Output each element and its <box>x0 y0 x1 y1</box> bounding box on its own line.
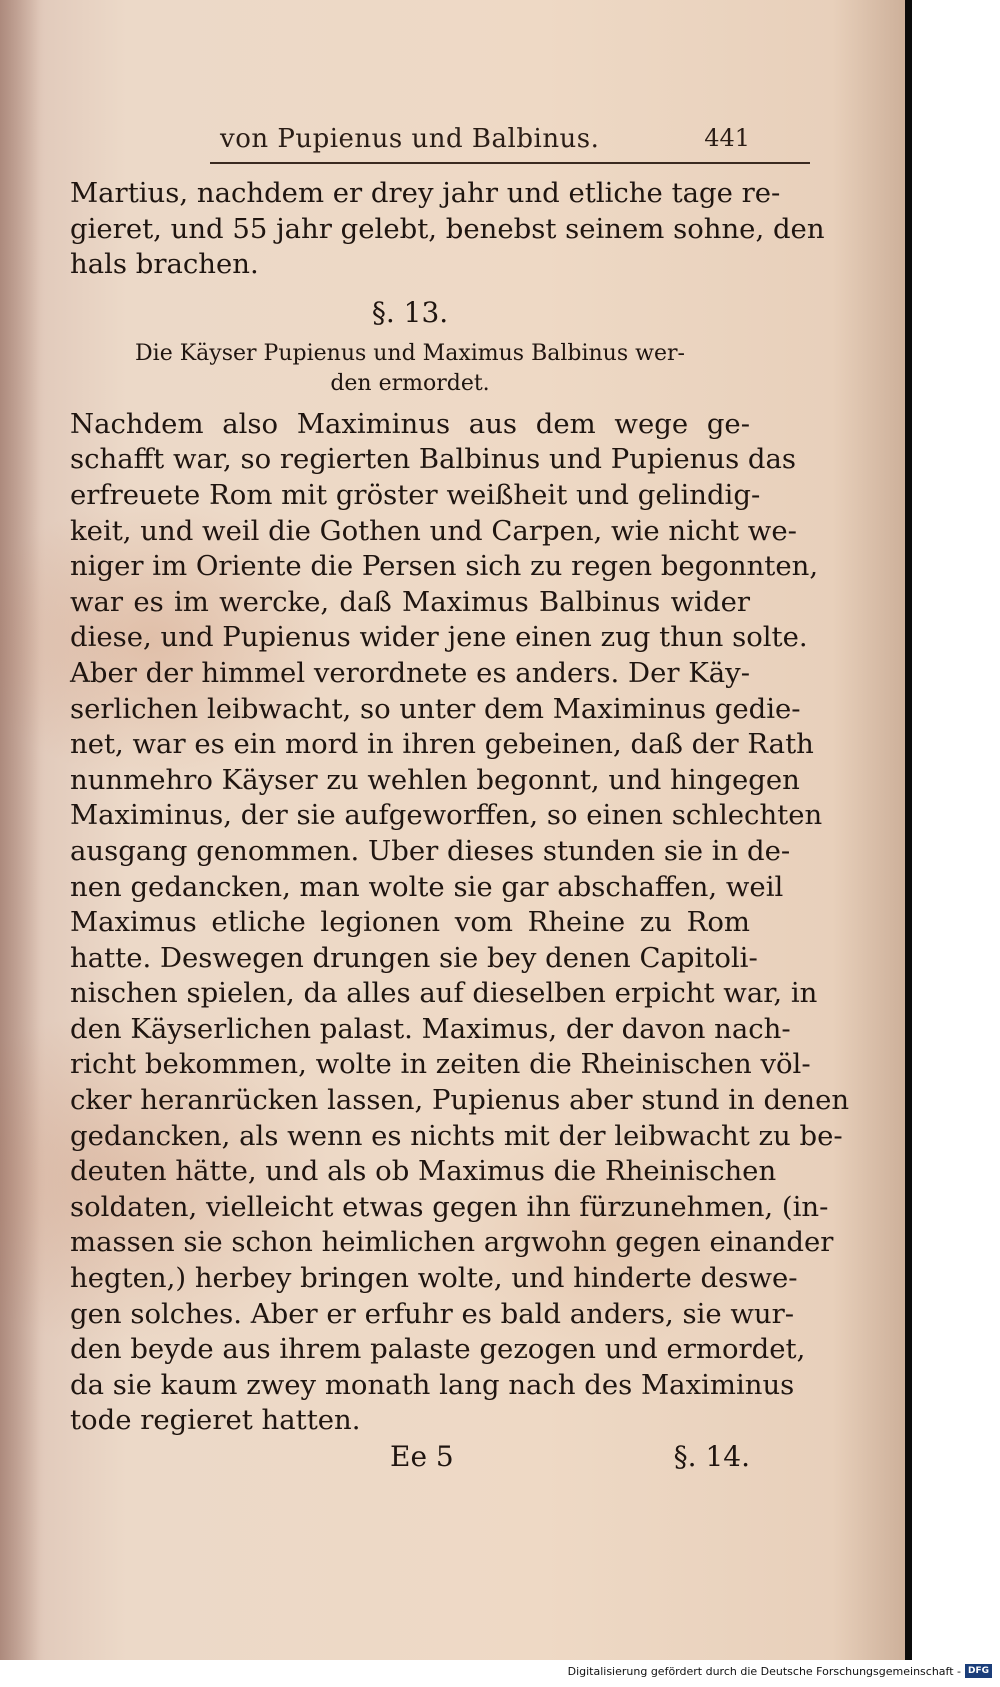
running-head: von Pupienus und Balbinus. <box>220 124 600 154</box>
text-line: net, war es ein mord in ihren gebeinen, daß der Rath <box>70 728 814 761</box>
text-line: deuten hätte, und als ob Maximus die Rheinischen <box>70 1155 777 1188</box>
text-line: war es im wercke, daß Maximus Balbinus wider <box>70 585 750 618</box>
text-line: tode regieret hatten. <box>70 1404 361 1437</box>
catchword: §. 14. <box>673 1440 750 1473</box>
text-line: schafft war, so regierten Balbinus und Pupienus das <box>70 443 797 476</box>
text-line: Nachdem also Maximinus aus dem wege ge- <box>70 407 750 440</box>
signature-mark: Ee 5 <box>390 1440 454 1473</box>
text-line: gedancken, als wenn es nichts mit der leibwacht zu be- <box>70 1119 843 1152</box>
text-line: Aber der himmel verordnete es anders. Der Käy- <box>70 656 751 689</box>
page-footer <box>70 1440 750 1484</box>
text-line: cker heranrücken lassen, Pupienus aber stund in denen <box>70 1084 850 1117</box>
text-line: serlichen leibwacht, so unter dem Maximinus gedie- <box>70 692 801 725</box>
gutter-shadow <box>0 0 40 1660</box>
header-rule <box>210 162 810 164</box>
section-title <box>70 339 750 399</box>
text-line: Maximinus, der sie aufgeworffen, so einen schlechten <box>70 799 823 832</box>
dfg-logo: DFG <box>965 1664 992 1678</box>
text-line: den beyde aus ihrem palaste gezogen und ermordet, <box>70 1333 806 1366</box>
text-line: nischen spielen, da alles auf dieselben erpicht war, in <box>70 977 818 1010</box>
page-body <box>70 176 850 1439</box>
text-line: niger im Oriente die Persen sich zu regen begonnten, <box>70 550 819 583</box>
text-line: nunmehro Käyser zu wehlen begonnt, und hingegen <box>70 763 800 796</box>
text-line: massen sie schon heimlichen argwohn gegen einander <box>70 1226 834 1259</box>
text-line: hatte. Deswegen drungen sie bey denen Capitoli- <box>70 941 758 974</box>
text-line: hals brachen. <box>70 248 259 281</box>
page-header <box>70 118 750 158</box>
text-line: Maximus etliche legionen vom Rheine zu Rom <box>70 906 750 939</box>
text-line: den Käyserlichen palast. Maximus, der davon nach- <box>70 1012 791 1045</box>
text-line: nen gedancken, man wolte sie gar abschaffen, weil <box>70 870 784 903</box>
digitization-credit <box>568 1664 992 1678</box>
section-number: §. 13. <box>371 295 449 329</box>
text-line: erfreuete Rom mit gröster weißheit und gelindig- <box>70 478 761 511</box>
text-line: Martius, nachdem er drey jahr und etliche tage re- <box>70 177 781 209</box>
text-line: richt bekommen, wolte in zeiten die Rheinischen völ- <box>70 1048 811 1081</box>
page-number: 441 <box>704 124 750 152</box>
text-line: soldaten, vielleicht etwas gegen ihn fürzunehmen, (in- <box>70 1190 829 1223</box>
text-line: gieret, und 55 jahr gelebt, benebst seinem sohne, den <box>70 212 825 245</box>
text-line: hegten,) herbey bringen wolte, und hinderte deswe- <box>70 1262 798 1295</box>
section-title-line: den ermordet. <box>330 370 490 396</box>
text-line: ausgang genommen. Uber dieses stunden sie in de- <box>70 834 791 867</box>
credit-text: Digitalisierung gefördert durch die Deutsche Forschungsgemeinschaft - <box>567 1664 961 1678</box>
section-title-line: Die Käyser Pupienus und Maximus Balbinus wer- <box>135 340 685 366</box>
text-line: keit, und weil die Gothen und Carpen, wie nicht we- <box>70 514 797 547</box>
text-line: diese, und Pupienus wider jene einen zug thun solte. <box>70 621 808 654</box>
paragraph <box>70 407 850 1439</box>
text-line: gen solches. Aber er erfuhr es bald anders, sie wur- <box>70 1297 795 1330</box>
text-line: da sie kaum zwey monath lang nach des Maximinus <box>70 1368 795 1401</box>
